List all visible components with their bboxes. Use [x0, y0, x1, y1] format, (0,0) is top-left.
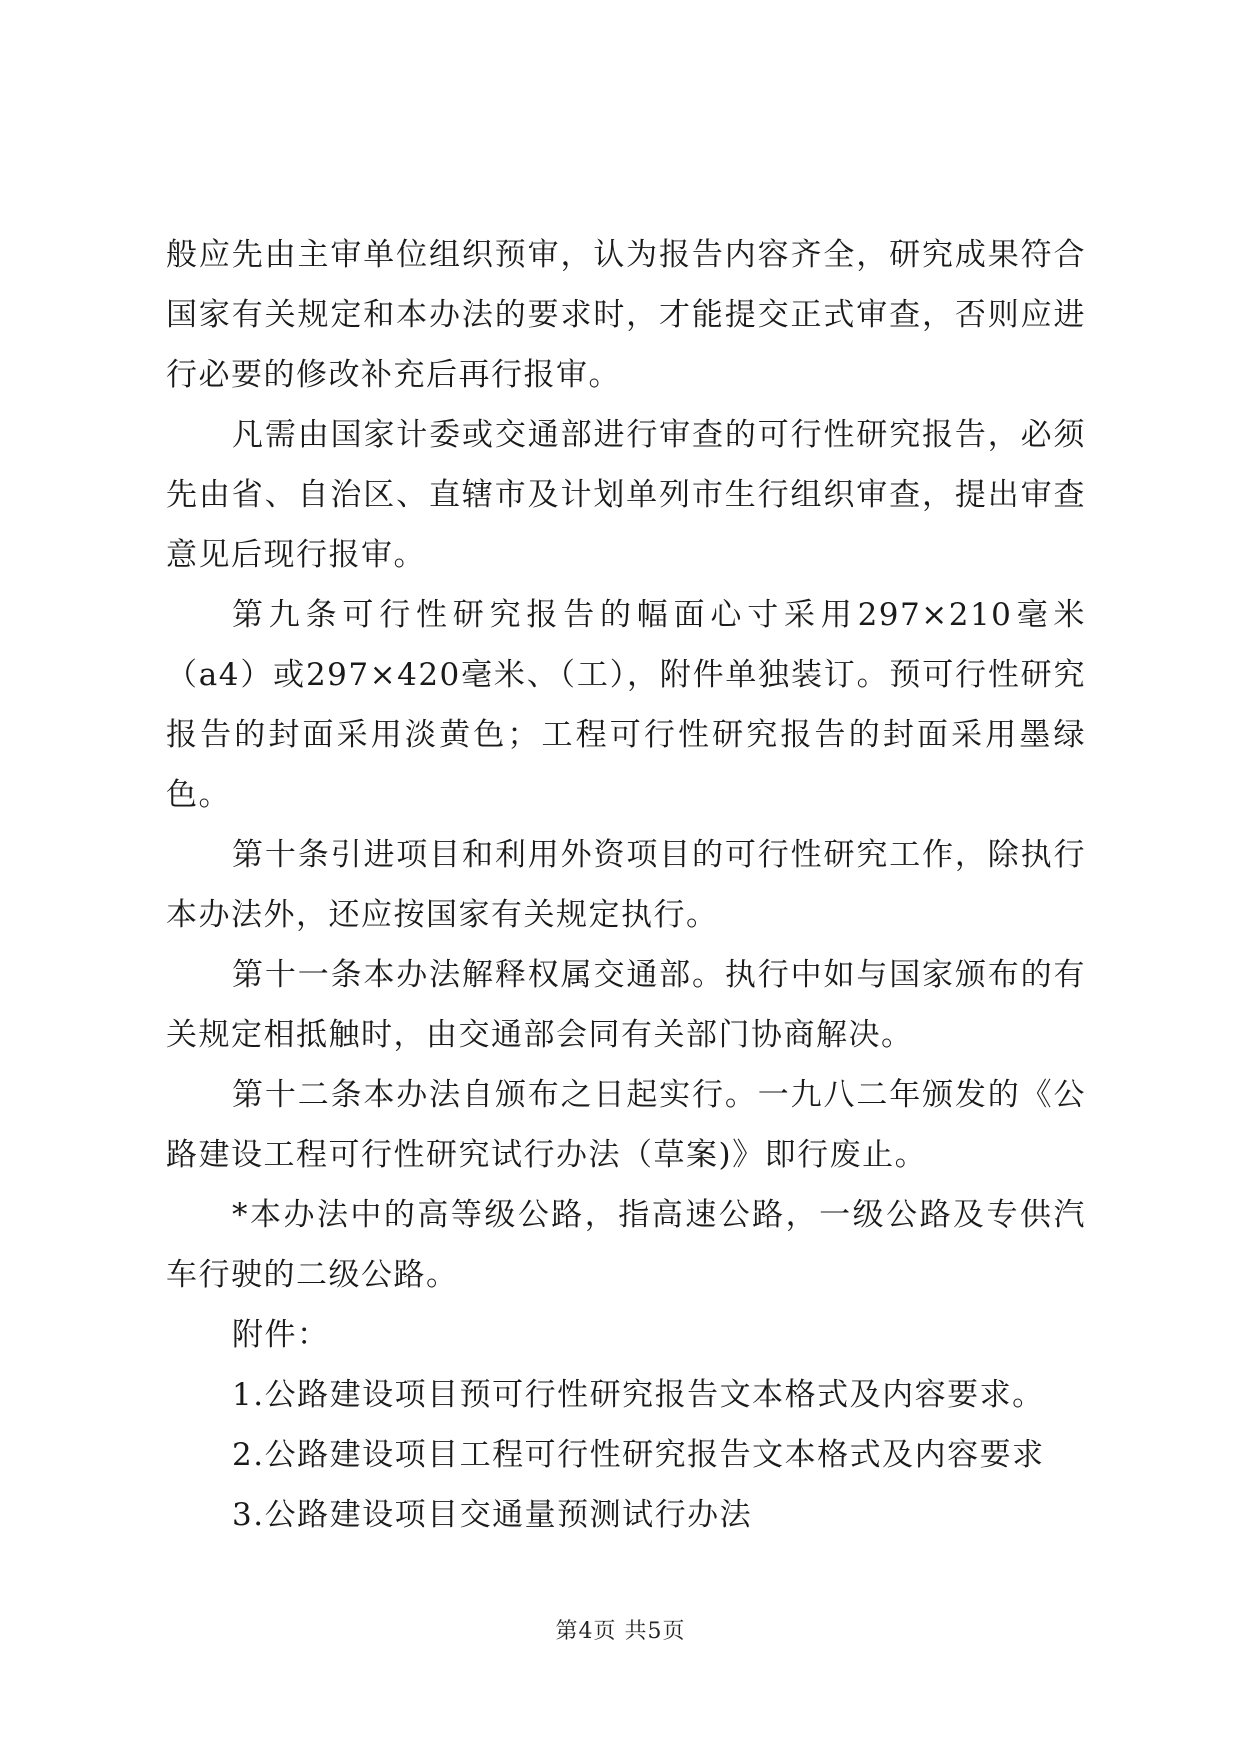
page-number-label: 第4页 共5页: [555, 1619, 686, 1644]
paragraph-article-10: 第十条引进项目和利用外资项目的可行性研究工作，除执行本办法外，还应按国家有关规定执行。: [166, 837, 1086, 933]
attachments-heading: 附件：: [232, 1317, 330, 1353]
paragraph-footnote: *本办法中的高等级公路，指高速公路，一级公路及专供汽车行驶的二级公路。: [166, 1197, 1086, 1293]
paragraph-continuation: 般应先由主审单位组织预审，认为报告内容齐全，研究成果符合国家有关规定和本办法的要求时，才能提交正式审查，否则应进行必要的修改补充后再行报审。: [166, 237, 1086, 393]
attachment-item-3: 3.公路建设项目交通量预测试行办法: [232, 1497, 753, 1533]
attachment-item-1: 1.公路建设项目预可行性研究报告文本格式及内容要求。: [232, 1377, 1045, 1413]
paragraph-article-12: 第十二条本办法自颁布之日起实行。一九八二年颁发的《公路建设工程可行性研究试行办法（草案)》即行废止。: [166, 1077, 1086, 1173]
document-body: [166, 225, 1086, 1545]
attachment-item-2: 2.公路建设项目工程可行性研究报告文本格式及内容要求: [232, 1437, 1045, 1473]
paragraph-article-11: 第十一条本办法解释权属交通部。执行中如与国家颁布的有关规定相抵触时，由交通部会同有关部门协商解决。: [166, 957, 1086, 1053]
paragraph-review-requirement: 凡需由国家计委或交通部进行审查的可行性研究报告，必须先由省、自治区、直辖市及计划单列市生行组织审查，提出审查意见后现行报审。: [166, 417, 1086, 573]
paragraph-article-9: 第九条可行性研究报告的幅面心寸采用297×210毫米（a4）或297×420毫米、（工），附件单独装订。预可行性研究报告的封面采用淡黄色；工程可行性研究报告的封面采用墨绿色。: [166, 597, 1086, 813]
page-footer: [0, 1614, 1241, 1645]
